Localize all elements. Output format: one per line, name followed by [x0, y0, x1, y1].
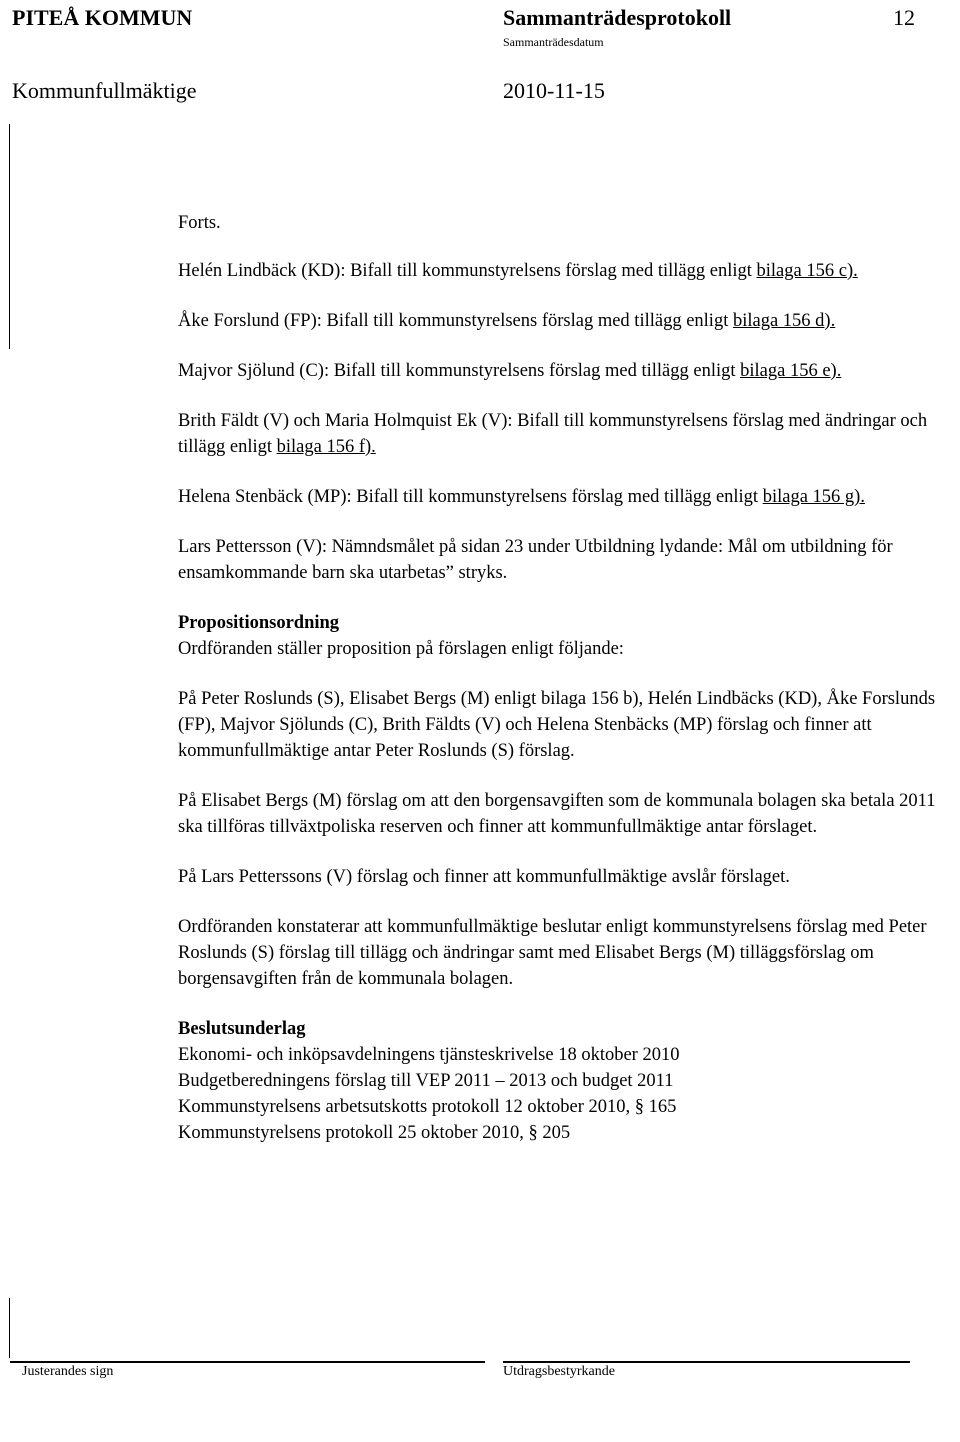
- signature-line: [10, 1361, 485, 1363]
- section-heading-propositionsordning: Propositionsordning: [178, 613, 340, 633]
- meeting-date-label: Sammanträdesdatum: [503, 35, 604, 49]
- proposal-paragraph: [178, 358, 958, 384]
- proposal-paragraph: [178, 258, 958, 284]
- margin-rule-bottom: [9, 1298, 10, 1358]
- section-heading-beslutsunderlag: Beslutsunderlag: [178, 1019, 306, 1039]
- page-number: 12: [893, 5, 915, 30]
- certification-line: [503, 1361, 910, 1363]
- continued-marker: Forts.: [178, 213, 221, 233]
- proposal-paragraph: [178, 308, 958, 334]
- appendix-link[interactable]: bilaga 156 f).: [276, 437, 376, 457]
- proposition-intro: Ordföranden ställer proposition på förslagen enligt följande:: [178, 639, 624, 659]
- signature-label: Justerandes sign: [22, 1364, 114, 1379]
- proposal-text: Helén Lindbäck (KD): Bifall till kommunstyrelsens förslag med tillägg enligt: [178, 261, 757, 281]
- proposal-paragraph: Lars Pettersson (V): Nämndsmålet på sidan 23 under Utbildning lydande: Mål om utbildning för ensamkommande barn ska utarbetas” stryks.: [178, 537, 893, 583]
- proposal-text: Helena Stenbäck (MP): Bifall till kommunstyrelsens förslag med tillägg enligt: [178, 487, 763, 507]
- basis-item: Budgetberedningens förslag till VEP 2011 – 2013 och budget 2011: [178, 1071, 674, 1091]
- governing-body: Kommunfullmäktige: [12, 78, 197, 103]
- appendix-link[interactable]: bilaga 156 g).: [762, 487, 865, 507]
- decision-paragraph: Ordföranden konstaterar att kommunfullmäktige beslutar enligt kommunstyrelsens förslag med Peter Roslunds (S) förslag till tillägg och ändringar samt med Elisabet Bergs (M) tilläggsförslag om borgensavgiften från de kommunala bolagen.: [178, 917, 927, 989]
- appendix-link[interactable]: bilaga 156 c).: [756, 261, 858, 281]
- proposal-paragraph: [178, 484, 958, 510]
- document-type: Sammanträdesprotokoll: [503, 5, 732, 30]
- municipality-name: PITEÅ KOMMUN: [12, 5, 193, 30]
- basis-item: Ekonomi- och inköpsavdelningens tjänsteskrivelse 18 oktober 2010: [178, 1045, 680, 1065]
- protocol-body: [178, 210, 958, 1146]
- basis-item: Kommunstyrelsens protokoll 25 oktober 2010, § 205: [178, 1123, 571, 1143]
- proposition-paragraph: På Lars Petterssons (V) förslag och finner att kommunfullmäktige avslår förslaget.: [178, 867, 790, 887]
- proposition-paragraph: På Elisabet Bergs (M) förslag om att den borgensavgiften som de kommunala bolagen ska betala 2011 ska tillföras tillväxtpoliska reserven och finner att kommunfullmäktige antar förslaget.: [178, 791, 936, 837]
- proposition-paragraph: På Peter Roslunds (S), Elisabet Bergs (M) enligt bilaga 156 b), Helén Lindbäcks (KD), Åke Forslunds (FP), Majvor Sjölunds (C), Brith Fäldts (V) och Helena Stenbäcks (MP) förslag och finner att kommunfullmäktige antar Peter Roslunds (S) förslag.: [178, 689, 936, 761]
- basis-item: Kommunstyrelsens arbetsutskotts protokoll 12 oktober 2010, § 165: [178, 1097, 677, 1117]
- proposal-paragraph: [178, 408, 958, 460]
- appendix-link[interactable]: bilaga 156 e).: [740, 361, 842, 381]
- margin-rule-top: [9, 124, 10, 349]
- certification-label: Utdragsbestyrkande: [503, 1364, 615, 1379]
- proposal-text: Åke Forslund (FP): Bifall till kommunstyrelsens förslag med tillägg enligt: [178, 311, 733, 331]
- appendix-link[interactable]: bilaga 156 d).: [732, 311, 836, 331]
- proposal-text: Brith Fäldt (V) och Maria Holmquist Ek (V): Bifall till kommunstyrelsens förslag med ändringar och tillägg enligt: [178, 411, 928, 457]
- proposal-text: Majvor Sjölund (C): Bifall till kommunstyrelsens förslag med tillägg enligt: [178, 361, 741, 381]
- meeting-date: 2010-11-15: [503, 78, 605, 103]
